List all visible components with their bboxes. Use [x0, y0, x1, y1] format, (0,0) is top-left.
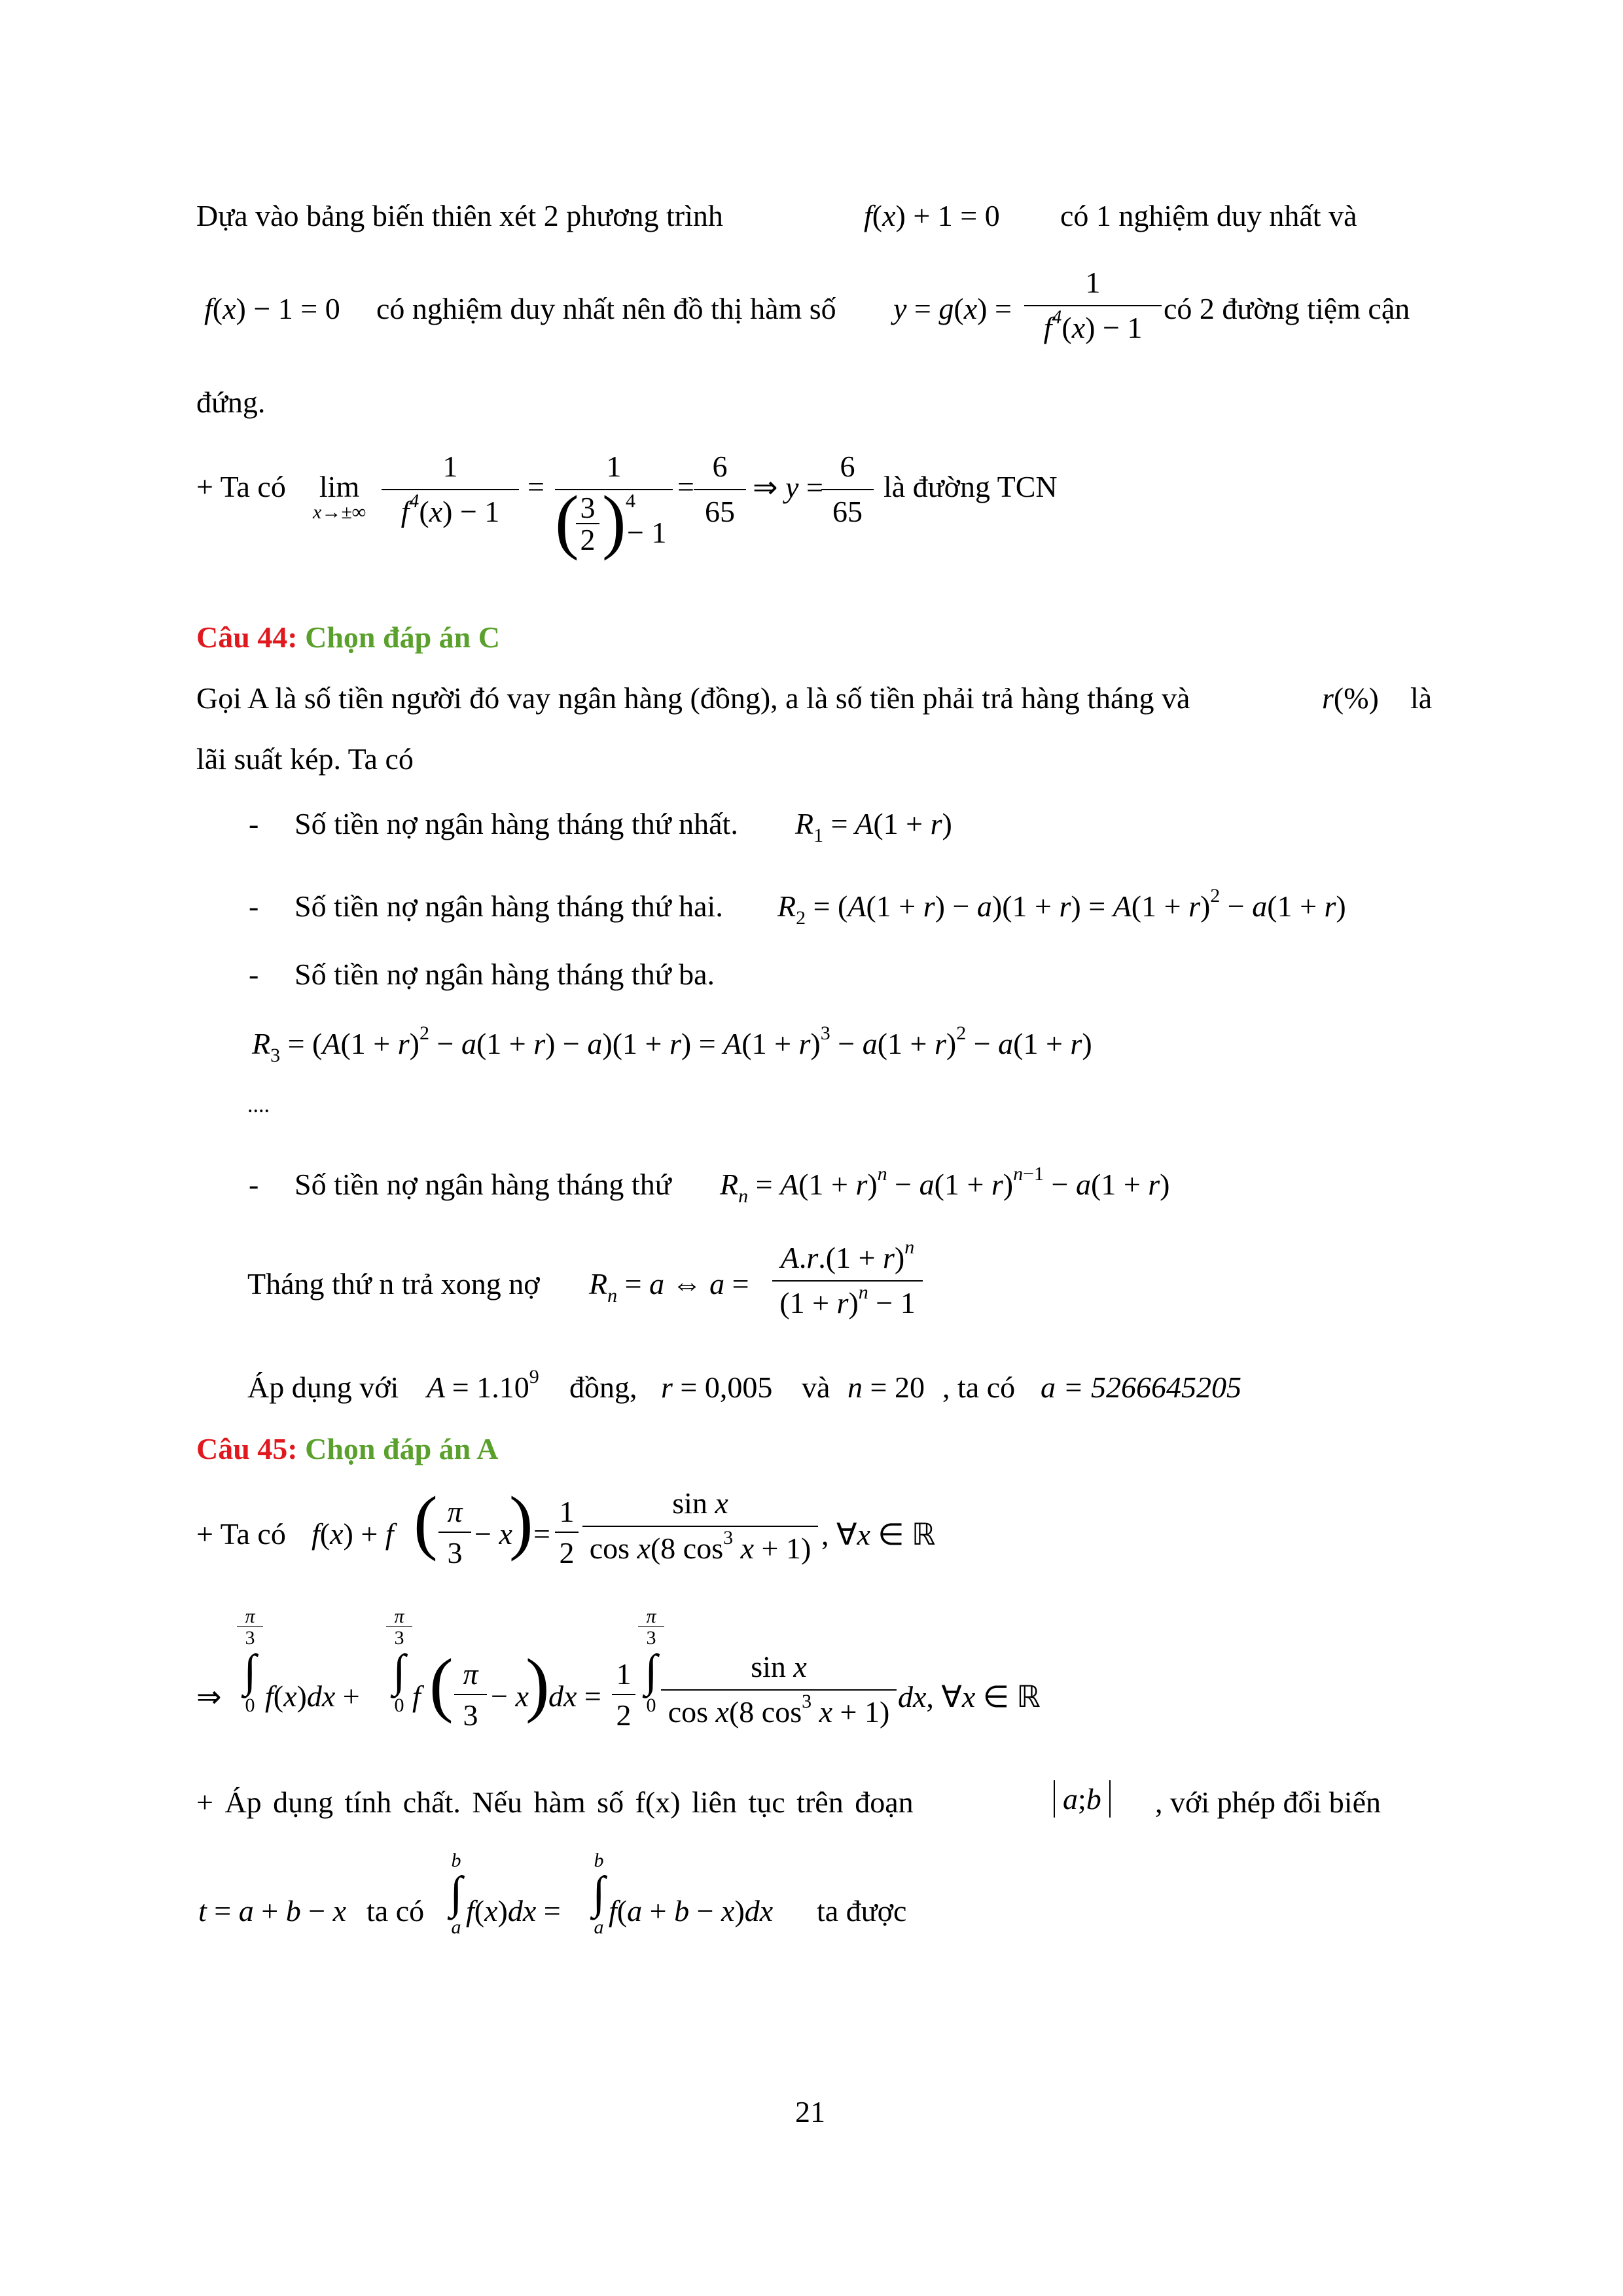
equals-sign: =	[527, 470, 544, 503]
q45-heading	[196, 1431, 498, 1466]
bullet-2-text: Số tiền nợ ngân hàng tháng thứ hai.	[294, 889, 723, 923]
dx-forall: dx, ∀x ∈ ℝ	[898, 1680, 1041, 1713]
implies-arrow: ⇒ y =	[753, 471, 823, 504]
q45-label: Câu 45:	[196, 1432, 298, 1465]
q45-fraction: sin x cos x(8 $\cos^3 x + 1$)	[582, 1486, 818, 1566]
substitution-mid	[366, 1893, 424, 1928]
equals-sign: =	[677, 470, 694, 503]
bullet-4-text: Số tiền nợ ngân hàng tháng thứ	[294, 1168, 671, 1201]
payoff-label: Tháng thứ n trả xong nợ	[247, 1267, 540, 1300]
equation-g: y = g(x) =	[893, 292, 1012, 325]
apply-r: r = 0,005	[661, 1371, 773, 1404]
one-half: 1 2	[612, 1657, 635, 1732]
pi-third: π 3	[438, 1494, 471, 1570]
ellipsis	[247, 1093, 270, 1118]
lim-fraction-2: 1 ( 3 2 ) 4 − 1	[555, 449, 673, 564]
integrand-f-abx: f(a + b − x)dx	[609, 1894, 774, 1928]
dx: dx =	[548, 1679, 601, 1713]
formula-Rn: $R_n = A(1 + r)^n - a(1 + r)^{n-1} - a(1 + r)$	[720, 1163, 1170, 1207]
ellipsis-text: ....	[247, 1093, 270, 1117]
bullet-dash: -	[249, 807, 259, 840]
page-number	[795, 2094, 825, 2129]
bullet-dash: -	[249, 1168, 259, 1201]
q45-line-1-prefix	[196, 1516, 286, 1551]
intro-text: có nghiệm duy nhất nên đồ thị hàm số	[376, 292, 836, 325]
result-value: a = 5266645205	[1041, 1371, 1242, 1404]
equals-sign: =	[533, 1517, 550, 1551]
formula-R2: $R_2 = (A(1 + r) - a)(1 + r) = A(1 + r)^2 - a(1 + r)$	[777, 885, 1346, 929]
substitution-text: ta được	[817, 1894, 907, 1928]
payoff-text	[247, 1266, 540, 1301]
q45-lhs: f(x) + f	[312, 1517, 394, 1551]
integrand-2-f: f	[412, 1679, 421, 1713]
q44-answer: Chọn đáp án C	[305, 620, 500, 654]
left-paren: (	[414, 1482, 438, 1562]
fraction-6-65: 6 65	[694, 449, 746, 529]
intro-line-1	[196, 198, 723, 233]
fraction-6-65: 6 65	[821, 449, 874, 529]
substitution-end	[817, 1893, 906, 1928]
property-text: + Áp dụng tính chất. Nếu hàm số f(x) liên tục trên đoạn	[196, 1785, 914, 1819]
q44-heading	[196, 620, 500, 655]
minus-x: − x	[491, 1679, 529, 1713]
q44-label: Câu 44:	[196, 620, 298, 654]
q45-answer: Chọn đáp án A	[305, 1432, 499, 1465]
minus-x: − x	[474, 1517, 512, 1551]
intro-line-2-end	[1164, 291, 1410, 326]
apply-taco	[942, 1370, 1015, 1405]
bullet-1	[294, 806, 738, 841]
intro-text: có 1 nghiệm duy nhất và	[1060, 199, 1357, 232]
lim-suffix-text: là đường TCN	[883, 470, 1058, 503]
apply-n: n = 20	[847, 1371, 925, 1404]
q44-text: Gọi A là số tiền người đó vay ngân hàng (đồng), a là số tiền phải trả hàng tháng và	[196, 681, 1190, 715]
property-line-end	[1155, 1785, 1381, 1820]
rate-symbol: r(%)	[1322, 681, 1379, 715]
intro-text: Dựa vào bảng biến thiên xét 2 phương trình	[196, 199, 723, 232]
lim-fraction-1: 1 $f^4(x) - 1$	[382, 449, 519, 529]
integral-ab-2: b ∫ a	[592, 1850, 605, 1938]
q45-text: + Ta có	[196, 1517, 286, 1551]
apply-text: và	[802, 1371, 830, 1404]
bullet-2	[294, 889, 723, 924]
integral-2: π 3 ∫ 0	[386, 1607, 412, 1717]
bullet-4	[294, 1167, 671, 1202]
intro-line-1-end	[1060, 198, 1357, 233]
intro-line-2	[376, 291, 836, 326]
q44-text: là	[1410, 681, 1433, 715]
interval-ab: a;b	[1054, 1780, 1111, 1818]
payoff-equation: $R_n = a$ ⇔ a =	[589, 1267, 749, 1306]
implies-arrow: ⇒	[196, 1680, 222, 1713]
right-paren: )	[526, 1644, 550, 1724]
apply-text: Áp dụng với	[247, 1371, 399, 1404]
equation-f-minus-1: f(x) − 1 = 0	[204, 292, 340, 325]
formula-R3: $R_3 = (A(1 + r)^2 - a(1 + r) - a)(1 + r) = A(1 + r)^3 - a(1 + r)^2 - a(1 + r)$	[252, 1022, 1092, 1066]
q45-integral-fraction: sin x cos x(8 $\cos^3 x + 1$)	[661, 1649, 897, 1729]
q44-paragraph-1	[196, 681, 1190, 715]
substitution-text: ta có	[366, 1894, 425, 1928]
lim-operator: lim x→±∞	[313, 470, 366, 523]
apply-result	[1041, 1370, 1241, 1405]
q44-paragraph-1-end	[1410, 681, 1432, 715]
g-fraction: 1 $f^4(x) - 1$	[1024, 265, 1162, 345]
payoff-fraction: $A.r.(1 + r)^n$ $(1 + r)^n - 1$	[772, 1240, 923, 1320]
bullet-1-text: Số tiền nợ ngân hàng tháng thứ nhất.	[294, 807, 738, 840]
forall-x: , ∀x ∈ ℝ	[821, 1518, 936, 1551]
bullet-dash: -	[249, 958, 259, 991]
integrand-1: f(x)dx +	[265, 1679, 360, 1713]
left-paren: (	[429, 1644, 454, 1724]
apply-dong	[569, 1370, 637, 1405]
lim-prefix-text: + Ta có	[196, 470, 286, 503]
substitution: t = a + b − x	[198, 1894, 347, 1928]
pi-third: π 3	[454, 1657, 487, 1732]
apply-text: đồng,	[569, 1371, 637, 1404]
page-number-text: 21	[795, 2095, 825, 2128]
one-half: 1 2	[555, 1494, 579, 1570]
apply-and	[802, 1370, 830, 1405]
integral-ab-1: b ∫ a	[450, 1850, 463, 1938]
intro-text: đứng.	[196, 386, 266, 419]
lim-suffix	[883, 469, 1058, 504]
integral-1: π 3 ∫ 0	[237, 1607, 263, 1717]
q44-paragraph-2	[196, 742, 414, 776]
equation-f-plus-1: f(x) + 1 = 0	[864, 199, 1000, 232]
integrand-fx: f(x)dx =	[466, 1894, 561, 1928]
property-text: , với phép đổi biến	[1155, 1785, 1381, 1819]
q44-text: lãi suất kép. Ta có	[196, 742, 414, 776]
right-paren: )	[509, 1482, 533, 1562]
lim-prefix	[196, 469, 286, 504]
intro-text: có 2 đường tiệm cận	[1164, 292, 1410, 325]
apply-A: $A = 1.10^9$	[427, 1366, 539, 1404]
formula-R1: $R_1 = A(1 + r)$	[795, 807, 952, 846]
apply-line	[247, 1370, 399, 1405]
bullet-3-text: Số tiền nợ ngân hàng tháng thứ ba.	[294, 958, 715, 991]
bullet-dash: -	[249, 889, 259, 923]
apply-text: , ta có	[942, 1371, 1016, 1404]
intro-line-3	[196, 385, 265, 420]
bullet-3	[294, 957, 715, 992]
property-line	[196, 1785, 914, 1820]
integral-3: π 3 ∫ 0	[638, 1607, 664, 1717]
